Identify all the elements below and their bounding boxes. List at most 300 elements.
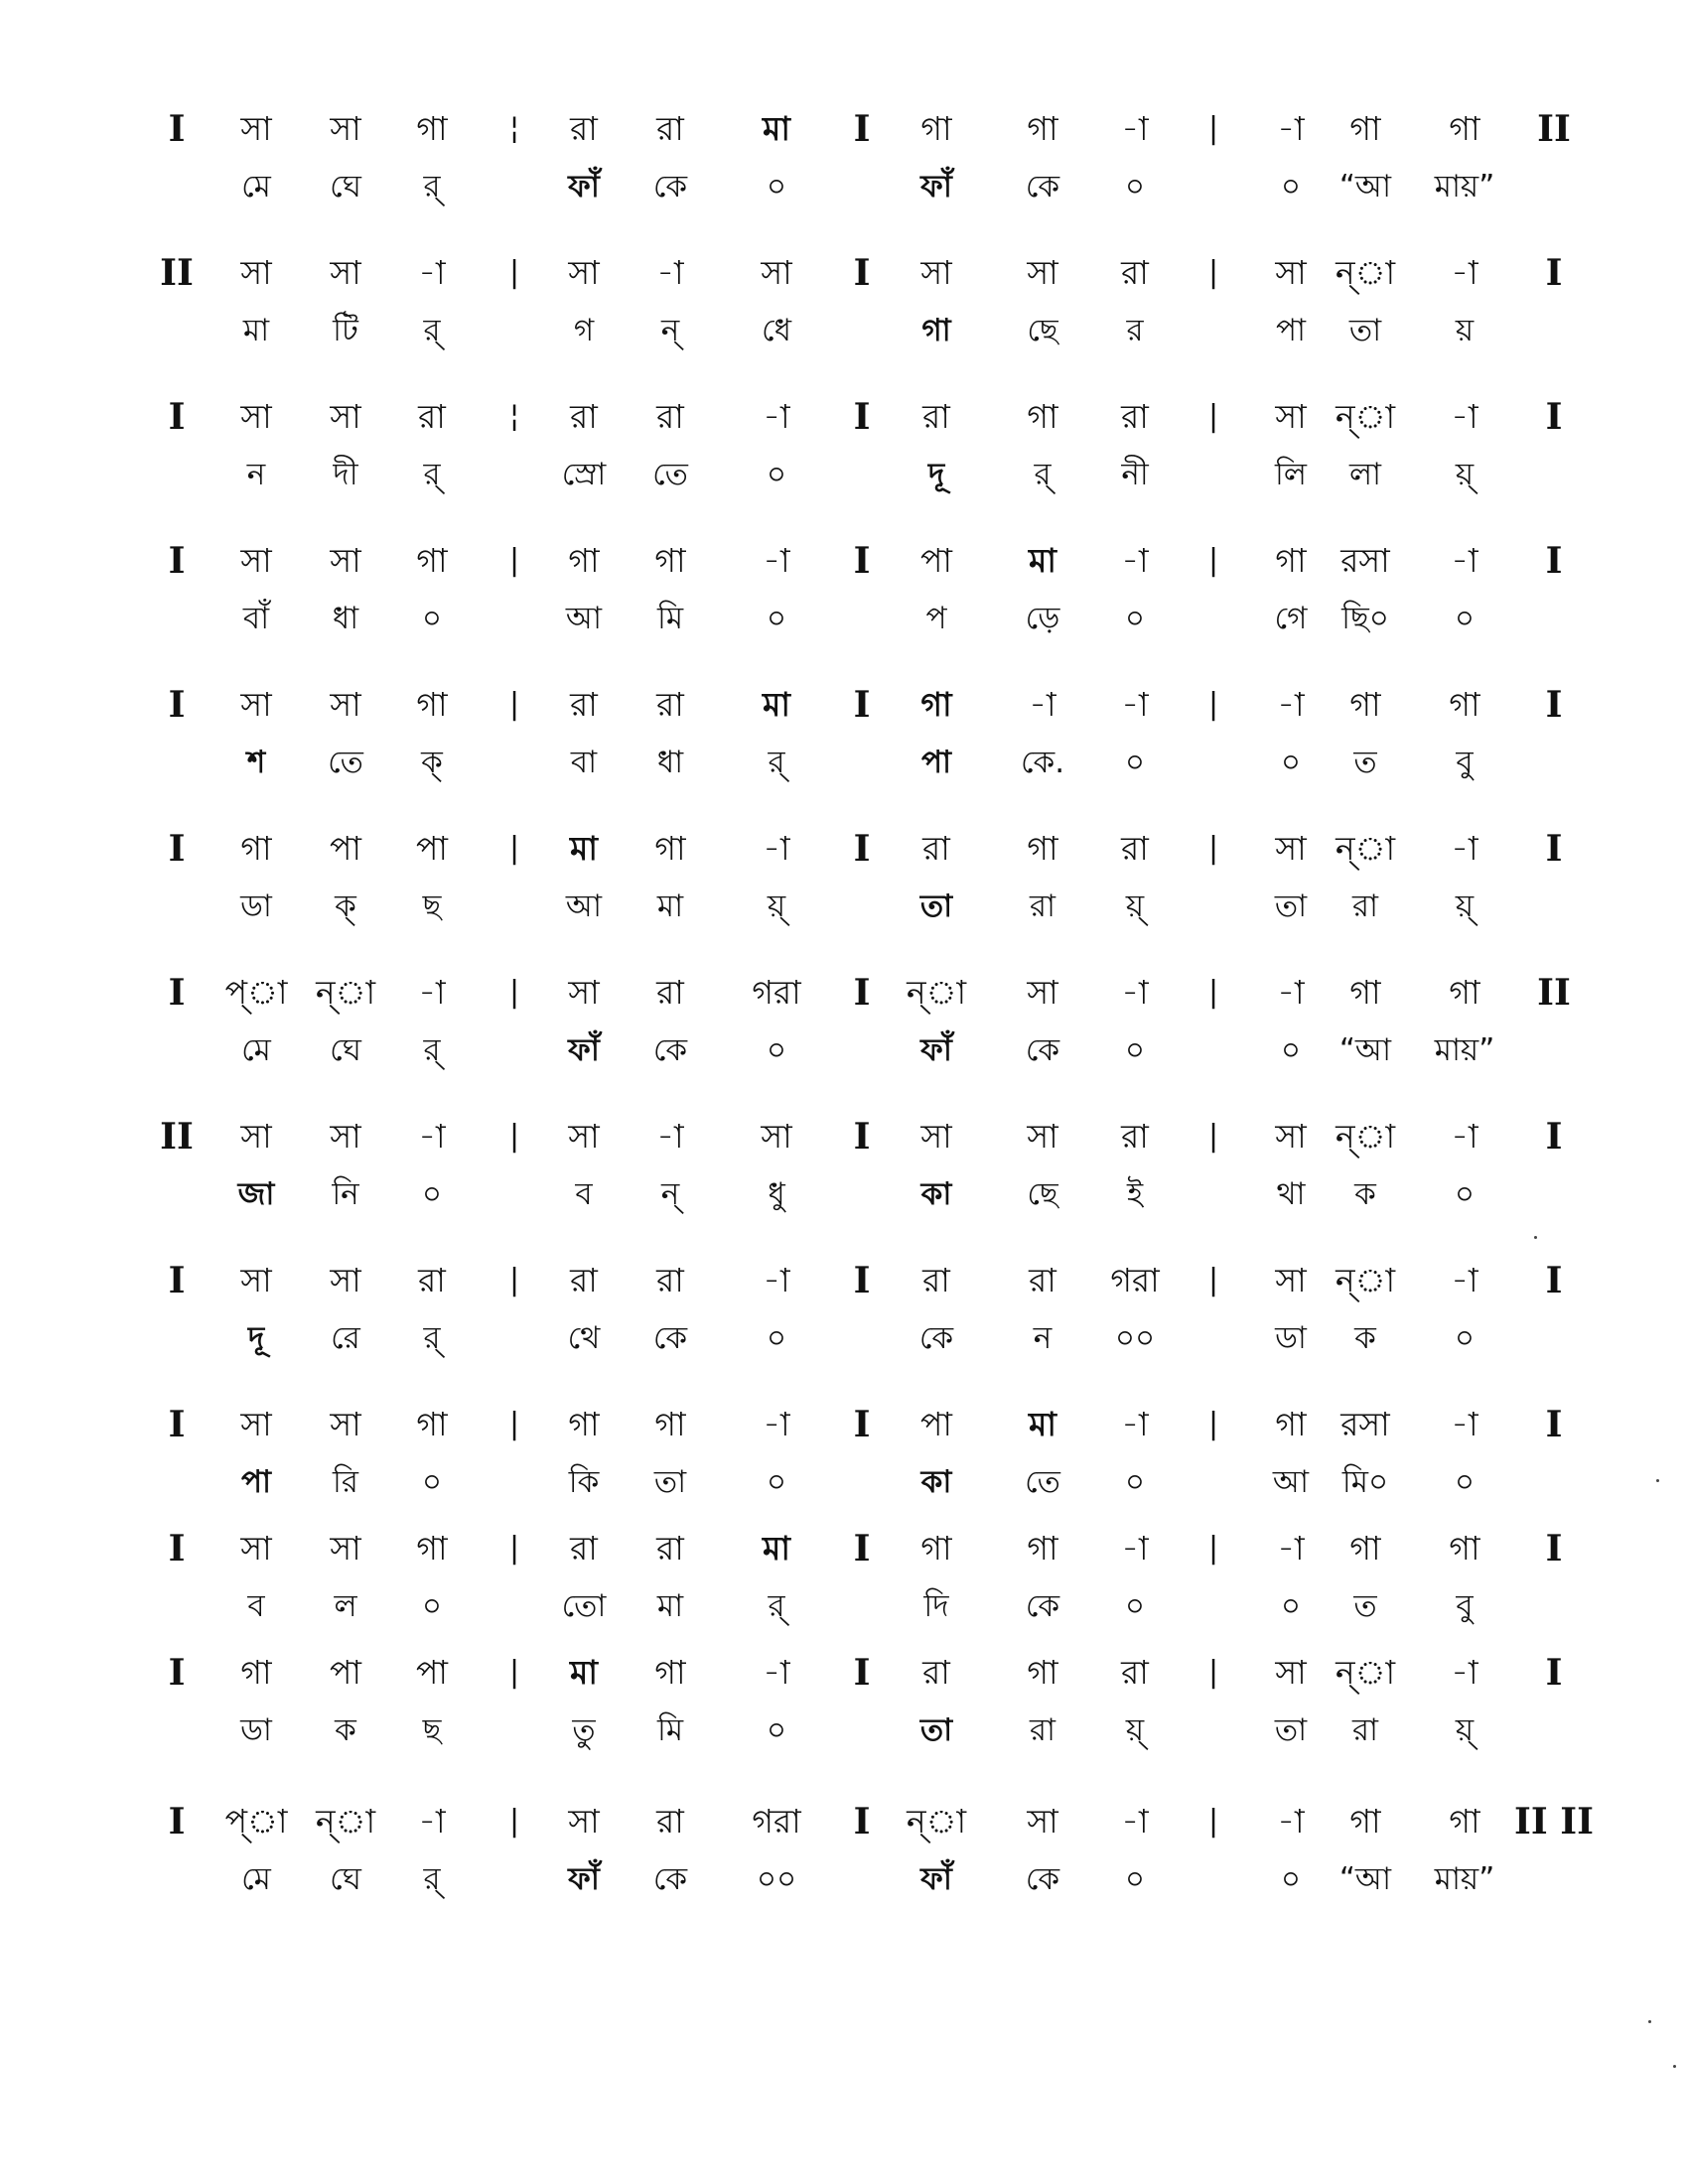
swara-note: -া — [1121, 541, 1149, 580]
lyric-syllable: থে — [567, 1320, 601, 1356]
swara-note: গা — [920, 109, 952, 148]
lyric-syllable: বা — [570, 745, 598, 780]
swara-note: মা — [1029, 1405, 1056, 1443]
lyric-syllable: ০০ — [1114, 1320, 1156, 1356]
swara-note: রা — [922, 397, 950, 436]
lyric-syllable: থা — [1276, 1176, 1306, 1212]
bar-line: I — [168, 396, 186, 438]
bar-line: II — [1537, 108, 1571, 150]
lyric-syllable: মা — [656, 888, 684, 924]
swara-note: গা — [1449, 1802, 1480, 1841]
bar-line: I — [1545, 684, 1563, 726]
bar-line: II II — [1514, 1801, 1594, 1843]
lyric-row — [0, 584, 1688, 653]
lyric-syllable: কে — [918, 1320, 954, 1356]
swara-note: পা — [920, 541, 952, 580]
swara-note: পা — [416, 1653, 448, 1692]
scan-speck — [1648, 2020, 1651, 2023]
swara-note: সা — [240, 1529, 272, 1568]
lyric-syllable: রা — [1029, 888, 1056, 924]
swara-note: রা — [1121, 253, 1149, 292]
swara-note: সা — [1027, 253, 1058, 292]
bar-line: I — [853, 1528, 871, 1570]
swara-note: গা — [920, 685, 952, 724]
lyric-syllable: ফাঁ — [920, 169, 952, 205]
bar-line: II — [160, 252, 194, 294]
lyric-syllable: ০ — [766, 1712, 787, 1748]
swara-note: সা — [1027, 973, 1058, 1012]
lyric-syllable: য় — [1455, 313, 1475, 348]
swara-note: গা — [1349, 973, 1381, 1012]
lyric-syllable: ০ — [1454, 601, 1476, 636]
swara-note: গা — [654, 541, 686, 580]
swara-note: গা — [568, 541, 600, 580]
swara-note: মা — [763, 109, 790, 148]
swara-note: -া — [1121, 109, 1149, 148]
lyric-syllable: কে — [652, 1861, 688, 1897]
swara-note: রা — [1029, 1261, 1056, 1299]
bar-line: I — [853, 972, 871, 1014]
swara-note: রা — [656, 1802, 684, 1841]
lyric-syllable: য়্ — [767, 888, 786, 924]
lyric-syllable: ০ — [421, 1588, 443, 1624]
swara-note: সা — [330, 253, 361, 292]
bar-line: I — [1545, 1528, 1563, 1570]
swara-note: গা — [1275, 1405, 1307, 1443]
lyric-syllable: কি — [568, 1464, 600, 1500]
lyric-syllable: ঘে — [330, 169, 361, 205]
lyric-row — [0, 728, 1688, 797]
lyric-syllable: র্ — [423, 313, 441, 348]
swara-note: সা — [568, 253, 600, 292]
swara-note: সা — [1275, 1117, 1307, 1156]
lyric-syllable: শ — [246, 745, 266, 780]
swara-note: পা — [330, 829, 361, 868]
lyric-row — [0, 1016, 1688, 1085]
beat-divider: ¦ — [508, 399, 520, 434]
swara-note: গরা — [752, 1802, 801, 1841]
swara-note: -া — [1451, 253, 1478, 292]
swara-note: গা — [1349, 1802, 1381, 1841]
swara-note: গা — [654, 1405, 686, 1443]
lyric-row — [0, 1571, 1688, 1641]
swara-note: সা — [240, 397, 272, 436]
swara-note: গা — [654, 829, 686, 868]
bar-line: I — [1545, 396, 1563, 438]
lyric-syllable: কা — [920, 1464, 952, 1500]
lyric-syllable: কে — [1025, 1861, 1060, 1897]
lyric-syllable: ০ — [766, 1320, 787, 1356]
lyric-syllable: লি — [1275, 457, 1307, 492]
bar-line: I — [168, 972, 186, 1014]
swara-note: সা — [761, 1117, 792, 1156]
lyric-syllable: ত — [1353, 745, 1377, 780]
lyric-syllable: পা — [240, 1464, 272, 1500]
swara-note: সা — [330, 1261, 361, 1299]
lyric-syllable: নী — [1121, 457, 1149, 492]
lyric-syllable: বু — [1456, 745, 1474, 780]
swara-note: গা — [920, 1529, 952, 1568]
swara-note: সা — [1275, 397, 1307, 436]
lyric-row — [0, 872, 1688, 941]
lyric-syllable: য়্ — [1455, 457, 1475, 492]
swara-note: সা — [240, 541, 272, 580]
swara-note: রা — [1121, 829, 1149, 868]
beat-divider: | — [508, 1804, 520, 1839]
swara-note: -া — [1451, 829, 1478, 868]
lyric-syllable: তু — [572, 1712, 596, 1748]
swara-note: গা — [1449, 1529, 1480, 1568]
swara-note: -া — [418, 1802, 446, 1841]
lyric-syllable: ০ — [1124, 1588, 1146, 1624]
beat-divider: | — [508, 1119, 520, 1154]
lyric-syllable: য়্ — [1455, 888, 1475, 924]
bar-line: I — [853, 684, 871, 726]
swara-note: মা — [763, 685, 790, 724]
bar-line: I — [853, 1404, 871, 1445]
swara-note: ন্া — [315, 1802, 376, 1841]
swara-note: -া — [1121, 1405, 1149, 1443]
bar-line: I — [168, 540, 186, 582]
swara-note: -া — [763, 1653, 790, 1692]
swara-note: -া — [1451, 1405, 1478, 1443]
swara-note: পা — [920, 1405, 952, 1443]
lyric-syllable: মে — [241, 1032, 271, 1068]
bar-line: I — [853, 108, 871, 150]
swara-note: সা — [330, 685, 361, 724]
beat-divider: | — [508, 687, 520, 722]
swara-note: সা — [240, 253, 272, 292]
beat-divider: | — [1207, 687, 1219, 722]
beat-divider: | — [508, 831, 520, 866]
lyric-syllable: য়্ — [1455, 1712, 1475, 1748]
swara-note: গা — [1275, 541, 1307, 580]
swara-note: -া — [1451, 397, 1478, 436]
bar-line: I — [168, 684, 186, 726]
lyric-syllable: বু — [1456, 1588, 1474, 1624]
lyric-syllable: ধু — [768, 1176, 785, 1212]
lyric-syllable: তা — [919, 1712, 953, 1748]
swara-note: রা — [922, 1261, 950, 1299]
swara-note: পা — [330, 1653, 361, 1692]
beat-divider: | — [1207, 1407, 1219, 1441]
swara-note: সা — [1027, 1117, 1058, 1156]
beat-divider: | — [1207, 1531, 1219, 1566]
lyric-syllable: ০ — [766, 1032, 787, 1068]
lyric-syllable: র্ — [423, 169, 441, 205]
lyric-syllable: দূ — [247, 1320, 265, 1356]
lyric-syllable: দী — [333, 457, 358, 492]
lyric-row — [0, 1160, 1688, 1229]
scan-speck — [1673, 2065, 1676, 2068]
lyric-syllable: য়্ — [1125, 1712, 1145, 1748]
swara-note: ন্া — [1335, 253, 1396, 292]
beat-divider: | — [1207, 831, 1219, 866]
swara-note: পা — [416, 829, 448, 868]
lyric-syllable: ন — [246, 457, 266, 492]
lyric-syllable: রা — [1351, 888, 1379, 924]
lyric-syllable: ০ — [1124, 1464, 1146, 1500]
beat-divider: | — [508, 1407, 520, 1441]
beat-divider: | — [1207, 1655, 1219, 1690]
lyric-syllable: পা — [920, 745, 952, 780]
lyric-syllable: ন — [1033, 1320, 1053, 1356]
lyric-syllable: ই — [1126, 1176, 1144, 1212]
swara-note: -া — [1029, 685, 1056, 724]
swara-note: মা — [763, 1529, 790, 1568]
lyric-syllable: ক — [335, 1712, 356, 1748]
lyric-syllable: ০ — [1124, 169, 1146, 205]
lyric-syllable: ক — [1354, 1176, 1376, 1212]
lyric-syllable: পা — [1275, 313, 1307, 348]
lyric-syllable: ০ — [421, 601, 443, 636]
beat-divider: | — [1207, 399, 1219, 434]
lyric-syllable: কে — [652, 169, 688, 205]
bar-line: I — [853, 540, 871, 582]
swara-note: -া — [1451, 1653, 1478, 1692]
swara-note: -া — [1277, 1529, 1305, 1568]
swara-note: ন্া — [1335, 829, 1396, 868]
lyric-row — [0, 1447, 1688, 1517]
swara-note: গা — [416, 685, 448, 724]
swara-note: রা — [570, 109, 598, 148]
swara-note: ন্া — [1335, 1261, 1396, 1299]
beat-divider: | — [1207, 1119, 1219, 1154]
swara-note: রা — [656, 685, 684, 724]
lyric-syllable: কা — [920, 1176, 952, 1212]
lyric-syllable: ০ — [766, 1464, 787, 1500]
lyric-syllable: কে — [652, 1032, 688, 1068]
swara-note: রা — [656, 1261, 684, 1299]
lyric-syllable: ০ — [1124, 1032, 1146, 1068]
bar-line: I — [1545, 1404, 1563, 1445]
lyric-syllable: ০ — [1124, 745, 1146, 780]
swara-note: গা — [240, 1653, 272, 1692]
lyric-syllable: স্রো — [561, 457, 607, 492]
lyric-syllable: “আ — [1338, 1032, 1392, 1068]
lyric-syllable: ছ — [422, 1712, 442, 1748]
swara-note: -া — [1277, 973, 1305, 1012]
bar-line: I — [853, 828, 871, 870]
lyric-syllable: তে — [1025, 1464, 1060, 1500]
swara-note: মা — [570, 829, 598, 868]
lyric-syllable: র — [1126, 313, 1144, 348]
bar-line: I — [853, 1116, 871, 1158]
lyric-syllable: “আ — [1338, 1861, 1392, 1897]
lyric-syllable: ছ — [422, 888, 442, 924]
swara-note: গা — [240, 829, 272, 868]
lyric-syllable: দি — [923, 1588, 949, 1624]
swara-note: -া — [763, 829, 790, 868]
swara-note: ন্া — [906, 1802, 967, 1841]
swara-note: -া — [1451, 1117, 1478, 1156]
lyric-row — [0, 296, 1688, 365]
swara-note: রা — [570, 1529, 598, 1568]
swara-note: সা — [920, 1117, 952, 1156]
beat-divider: | — [508, 975, 520, 1010]
swara-note: রা — [570, 1261, 598, 1299]
swara-note: সা — [330, 541, 361, 580]
swara-note: সা — [240, 1117, 272, 1156]
swara-note: -া — [1121, 1802, 1149, 1841]
swara-note: রা — [656, 1529, 684, 1568]
swara-note: ন্া — [315, 973, 376, 1012]
swara-note: -া — [1121, 685, 1149, 724]
lyric-syllable: ধা — [332, 601, 359, 636]
bar-line: I — [168, 1404, 186, 1445]
lyric-syllable: ফাঁ — [920, 1032, 952, 1068]
bar-line: I — [853, 1260, 871, 1301]
lyric-row — [0, 1696, 1688, 1765]
swara-note: ন্া — [1335, 1117, 1396, 1156]
lyric-syllable: ল — [334, 1588, 357, 1624]
lyric-syllable: ০ — [421, 1464, 443, 1500]
beat-divider: | — [1207, 111, 1219, 146]
swara-note: গা — [1027, 1653, 1058, 1692]
bar-line: I — [1545, 1116, 1563, 1158]
lyric-syllable: ০ — [1280, 1588, 1302, 1624]
swara-note: সা — [1275, 829, 1307, 868]
swara-note: -া — [763, 397, 790, 436]
swara-note: রা — [1121, 1117, 1149, 1156]
lyric-syllable: মা — [656, 1588, 684, 1624]
lyric-syllable: লা — [1348, 457, 1382, 492]
lyric-syllable: ডা — [1275, 1320, 1307, 1356]
lyric-syllable: তে — [652, 457, 688, 492]
bar-line: I — [168, 1801, 186, 1843]
swara-note: প্া — [224, 1802, 288, 1841]
swara-note: রা — [570, 685, 598, 724]
lyric-syllable: তা — [653, 1464, 687, 1500]
swara-note: সা — [920, 253, 952, 292]
lyric-syllable: রি — [333, 1464, 358, 1500]
lyric-syllable: য়্ — [1125, 888, 1145, 924]
swara-note: রা — [418, 1261, 446, 1299]
swara-note: রা — [418, 397, 446, 436]
swara-note: গা — [1449, 109, 1480, 148]
lyric-syllable: মায়” — [1434, 1032, 1495, 1068]
lyric-syllable: ন্ — [660, 1176, 680, 1212]
bar-line: I — [1545, 252, 1563, 294]
lyric-syllable: ০ — [766, 169, 787, 205]
lyric-syllable: তে — [328, 745, 363, 780]
lyric-syllable: প — [925, 601, 947, 636]
swara-note: গরা — [1110, 1261, 1160, 1299]
beat-divider: | — [1207, 255, 1219, 290]
lyric-syllable: র্ — [768, 745, 785, 780]
swara-note: সা — [330, 1405, 361, 1443]
swara-note: গা — [1027, 397, 1058, 436]
scan-speck — [1656, 1479, 1659, 1482]
lyric-syllable: ড়ে — [1025, 601, 1060, 636]
lyric-syllable: ০ — [1454, 1320, 1476, 1356]
swara-note: -া — [1451, 1261, 1478, 1299]
lyric-syllable: মায়” — [1434, 1861, 1495, 1897]
swara-note: গা — [1449, 685, 1480, 724]
lyric-syllable: ০ — [1280, 1861, 1302, 1897]
swara-note: সা — [1027, 1802, 1058, 1841]
swara-note: গা — [1349, 1529, 1381, 1568]
lyric-syllable: ০ — [1124, 1861, 1146, 1897]
swara-note: ন্া — [1335, 397, 1396, 436]
beat-divider: | — [508, 1531, 520, 1566]
bar-line: I — [168, 1260, 186, 1301]
lyric-syllable: তা — [1348, 313, 1382, 348]
swara-note: গা — [654, 1653, 686, 1692]
bar-line: II — [160, 1116, 194, 1158]
swara-note: -া — [418, 1117, 446, 1156]
bar-line: II — [1537, 972, 1571, 1014]
beat-divider: | — [1207, 1804, 1219, 1839]
lyric-syllable: ফাঁ — [568, 1861, 600, 1897]
beat-divider: | — [508, 543, 520, 578]
lyric-syllable: ০ — [1124, 601, 1146, 636]
swara-note: প্া — [224, 973, 288, 1012]
lyric-syllable: টি — [333, 313, 358, 348]
bar-line: I — [168, 1528, 186, 1570]
swara-note: সা — [1275, 1261, 1307, 1299]
beat-divider: | — [1207, 1263, 1219, 1297]
lyric-syllable: র্ — [423, 1320, 441, 1356]
lyric-syllable: গে — [1274, 601, 1308, 636]
lyric-syllable: ঘে — [330, 1861, 361, 1897]
swara-note: -া — [1451, 541, 1478, 580]
swara-note: গা — [1449, 973, 1480, 1012]
lyric-syllable: র্ — [423, 1861, 441, 1897]
lyric-syllable: গ — [573, 313, 595, 348]
lyric-syllable: ০ — [1454, 1464, 1476, 1500]
swara-note: -া — [763, 1261, 790, 1299]
lyric-syllable: ০ — [766, 601, 787, 636]
lyric-syllable: ব — [247, 1588, 265, 1624]
lyric-syllable: ক — [1354, 1320, 1376, 1356]
swara-note: রা — [570, 397, 598, 436]
lyric-syllable: মা — [242, 313, 270, 348]
lyric-syllable: ধে — [762, 313, 791, 348]
lyric-syllable: “আ — [1338, 169, 1392, 205]
lyric-syllable: ০ — [421, 1176, 443, 1212]
lyric-syllable: ত — [1353, 1588, 1377, 1624]
lyric-syllable: ০ — [1280, 1032, 1302, 1068]
swara-note: রা — [1121, 1653, 1149, 1692]
beat-divider: | — [508, 255, 520, 290]
swara-note: গা — [416, 541, 448, 580]
bar-line: I — [853, 252, 871, 294]
swara-note: -া — [763, 541, 790, 580]
swara-note: গরা — [752, 973, 801, 1012]
lyric-syllable: র্ — [1034, 457, 1052, 492]
lyric-row — [0, 440, 1688, 509]
swara-note: গা — [1349, 109, 1381, 148]
beat-divider: ¦ — [508, 111, 520, 146]
swara-note: সা — [240, 685, 272, 724]
lyric-syllable: তা — [1274, 1712, 1308, 1748]
bar-line: I — [168, 828, 186, 870]
swara-note: সা — [568, 1117, 600, 1156]
swara-note: সা — [1275, 253, 1307, 292]
bar-line: I — [853, 396, 871, 438]
lyric-syllable: ছে — [1027, 1176, 1058, 1212]
bar-line: I — [853, 1652, 871, 1694]
bar-line: I — [168, 1652, 186, 1694]
bar-line: I — [853, 1801, 871, 1843]
swara-note: গা — [568, 1405, 600, 1443]
swara-note: রসা — [1340, 541, 1390, 580]
lyric-row — [0, 1303, 1688, 1373]
lyric-syllable: তা — [1274, 888, 1308, 924]
lyric-syllable: জা — [237, 1176, 275, 1212]
swara-note: সা — [240, 109, 272, 148]
